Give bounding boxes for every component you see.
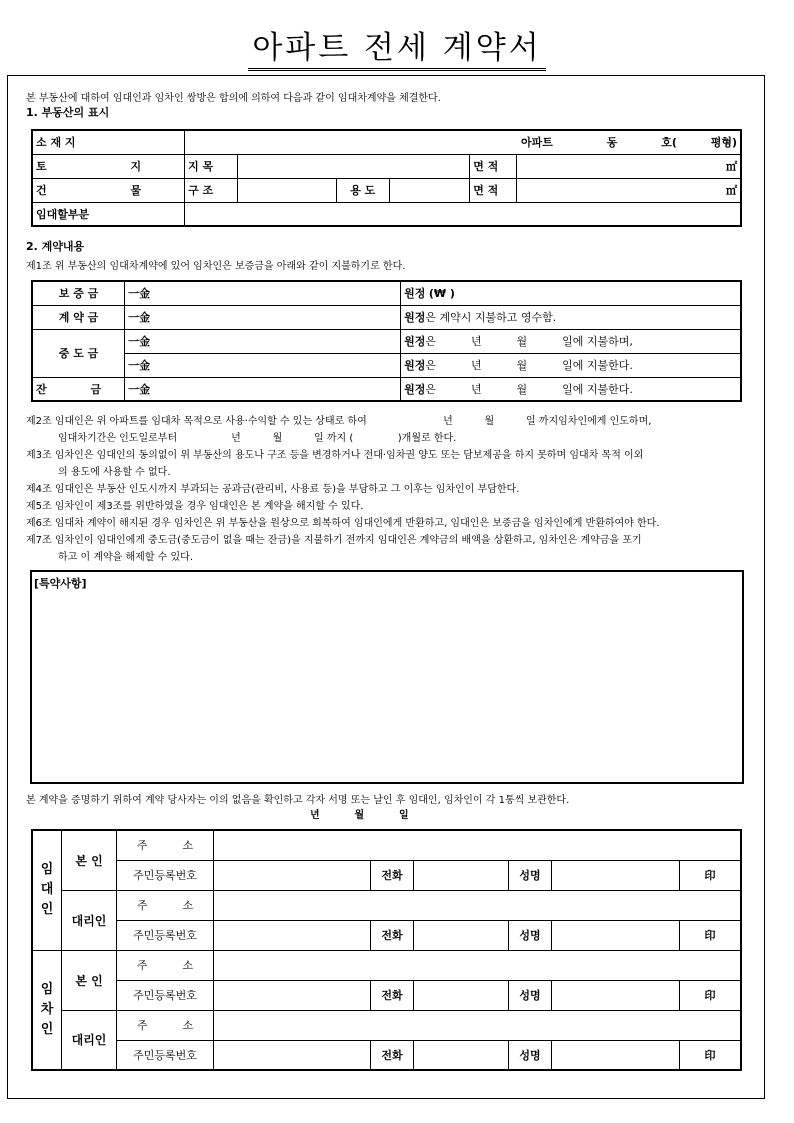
section1-heading: 1. 부동산의 표시 [26, 106, 110, 119]
lessee-phone-field[interactable] [414, 980, 509, 1010]
lessor-id-field[interactable] [214, 860, 371, 890]
middle2-amount[interactable]: 一金 [125, 353, 401, 377]
lessor-agent-seal[interactable]: 印 [680, 920, 742, 950]
lessor-agent-id-label: 주민등록번호 [117, 920, 214, 950]
payment-table [31, 280, 742, 402]
use-label: 용 도 [336, 178, 389, 202]
land-label: 토 지 [32, 154, 185, 178]
contract-tail: 원정은 계약시 지불하고 영수함. [401, 305, 741, 329]
building-label: 건 물 [32, 178, 185, 202]
apt-cell[interactable]: 아파트 동 호( 평형) [516, 130, 741, 154]
lessor-agent-id-field[interactable] [214, 920, 371, 950]
lessor-seal[interactable]: 印 [680, 860, 742, 890]
deposit-label: 보 증 금 [32, 281, 125, 305]
middle1-tail: 원정은 년 월 일에 지불하며, [401, 329, 741, 353]
lessor-phone-label: 전화 [371, 860, 414, 890]
lessor-address-label: 주 소 [117, 830, 214, 860]
lessee-name-field[interactable] [552, 980, 680, 1010]
lessee-agent-label: 대리인 [62, 1010, 117, 1070]
date-line: 년 월 일 [310, 810, 409, 821]
lessor-phone-field[interactable] [414, 860, 509, 890]
lessee-name-label: 성명 [509, 980, 552, 1010]
lessee-address-label: 주 소 [117, 950, 214, 980]
balance-label: 잔 금 [32, 377, 125, 401]
lessor-label: 임 대 인 [32, 830, 62, 950]
article1-text: 제1조 위 부동산의 임대차계약에 있어 임차인은 보증금을 아래와 같이 지불하기로 한다. [26, 261, 406, 272]
article3-line2: 의 용도에 사용할 수 없다. [58, 467, 171, 478]
page-title [0, 30, 794, 71]
lessor-self-label: 본 인 [62, 830, 117, 890]
intro-text: 본 부동산에 대하여 임대인과 임차인 쌍방은 합의에 의하여 다음과 같이 임대차계약을 체결한다. [26, 93, 441, 104]
property-table [31, 129, 742, 227]
middle2-tail: 원정은 년 월 일에 지불한다. [401, 353, 741, 377]
balance-tail: 원정은 년 월 일에 지불한다. [401, 377, 741, 401]
jimok-field[interactable] [238, 154, 470, 178]
special-terms-box[interactable] [30, 570, 744, 784]
lessor-agent-label: 대리인 [62, 890, 117, 950]
building-area-label: 면 적 [470, 178, 516, 202]
article6: 제6조 임대차 계약이 해지된 경우 임차인은 위 부동산을 원상으로 회복하여 임대인에게 반환하고, 임대인은 보증금을 임차인에게 반환하여야 한다. [26, 518, 660, 529]
lessor-name-label: 성명 [509, 860, 552, 890]
article3-line1: 제3조 임차인은 임대인의 동의없이 위 부동산의 용도나 구조 등을 변경하거나 전대·임차권 양도 또는 담보제공을 하지 못하며 임대차 목적 이외 [26, 450, 644, 461]
lease-part-label: 임대할부분 [32, 202, 185, 226]
lessor-agent-phone-label: 전화 [371, 920, 414, 950]
section2-heading: 2. 계약내용 [26, 240, 85, 253]
title-text: 아파트 전세 계약서 [248, 30, 545, 71]
balance-amount[interactable]: 一金 [125, 377, 401, 401]
lessee-agent-address-label: 주 소 [117, 1010, 214, 1040]
lessor-name-field[interactable] [552, 860, 680, 890]
lessee-agent-name-field[interactable] [552, 1040, 680, 1070]
lessee-label: 임 차 인 [32, 950, 62, 1070]
lessor-agent-address-label: 주 소 [117, 890, 214, 920]
location-label: 소 재 지 [32, 130, 185, 154]
special-terms-label: [특약사항] [34, 577, 87, 590]
lessor-agent-name-label: 성명 [509, 920, 552, 950]
lessee-address-field[interactable] [214, 950, 742, 980]
lessee-agent-phone-label: 전화 [371, 1040, 414, 1070]
article7-line2: 하고 이 계약을 해제할 수 있다. [58, 552, 193, 563]
lessee-seal[interactable]: 印 [680, 980, 742, 1010]
contract-amount[interactable]: 一金 [125, 305, 401, 329]
middle1-amount[interactable]: 一金 [125, 329, 401, 353]
article4: 제4조 임대인은 부동산 인도시까지 부과되는 공과금(관리비, 사용료 등)을 부담하고 그 이후는 임차인이 부담한다. [26, 484, 520, 495]
jimok-label: 지 목 [185, 154, 238, 178]
lessee-id-field[interactable] [214, 980, 371, 1010]
lessee-self-label: 본 인 [62, 950, 117, 1010]
land-area-label: 면 적 [470, 154, 516, 178]
lessor-id-label: 주민등록번호 [117, 860, 214, 890]
article7-line1: 제7조 임차인이 임대인에게 중도금(중도금이 없을 때는 잔금)을 지불하기 전까지 임대인은 계약금의 배액을 상환하고, 임차인은 계약금을 포기 [26, 535, 642, 546]
closing-text: 본 계약을 증명하기 위하여 계약 당사자는 이의 없음을 확인하고 각자 서명 또는 날인 후 임대인, 임차인이 각 1통씩 보관한다. [26, 795, 570, 806]
lessee-agent-name-label: 성명 [509, 1040, 552, 1070]
article2-line1: 제2조 임대인은 위 아파트를 임대차 목적으로 사용·수익할 수 있는 상태로 하여 년 월 일 까지임차인에게 인도하며, [26, 416, 652, 427]
lessee-agent-seal[interactable]: 印 [680, 1040, 742, 1070]
lessee-agent-address-field[interactable] [214, 1010, 742, 1040]
middle-label: 중 도 금 [32, 329, 125, 377]
deposit-tail: 원정 (₩ ) [401, 281, 741, 305]
parties-table [31, 829, 742, 1071]
lessee-phone-label: 전화 [371, 980, 414, 1010]
article2-line2: 임대차기간은 인도일로부터 년 월 일 까지 ( )개월로 한다. [58, 433, 457, 444]
lessor-agent-phone-field[interactable] [414, 920, 509, 950]
land-area-field[interactable]: ㎡ [516, 154, 741, 178]
article5: 제5조 임차인이 제3조를 위반하였을 경우 임대인은 본 계약을 해지할 수 있다. [26, 501, 364, 512]
use-field[interactable] [389, 178, 469, 202]
building-area-field[interactable]: ㎡ [516, 178, 741, 202]
contract-label: 계 약 금 [32, 305, 125, 329]
lessee-id-label: 주민등록번호 [117, 980, 214, 1010]
lessor-agent-name-field[interactable] [552, 920, 680, 950]
lessee-agent-phone-field[interactable] [414, 1040, 509, 1070]
lessor-address-field[interactable] [214, 830, 742, 860]
structure-field[interactable] [238, 178, 336, 202]
lease-part-field[interactable] [185, 202, 741, 226]
lessor-agent-address-field[interactable] [214, 890, 742, 920]
lessee-agent-id-label: 주민등록번호 [117, 1040, 214, 1070]
lessee-agent-id-field[interactable] [214, 1040, 371, 1070]
structure-label: 구 조 [185, 178, 238, 202]
deposit-amount[interactable]: 一金 [125, 281, 401, 305]
